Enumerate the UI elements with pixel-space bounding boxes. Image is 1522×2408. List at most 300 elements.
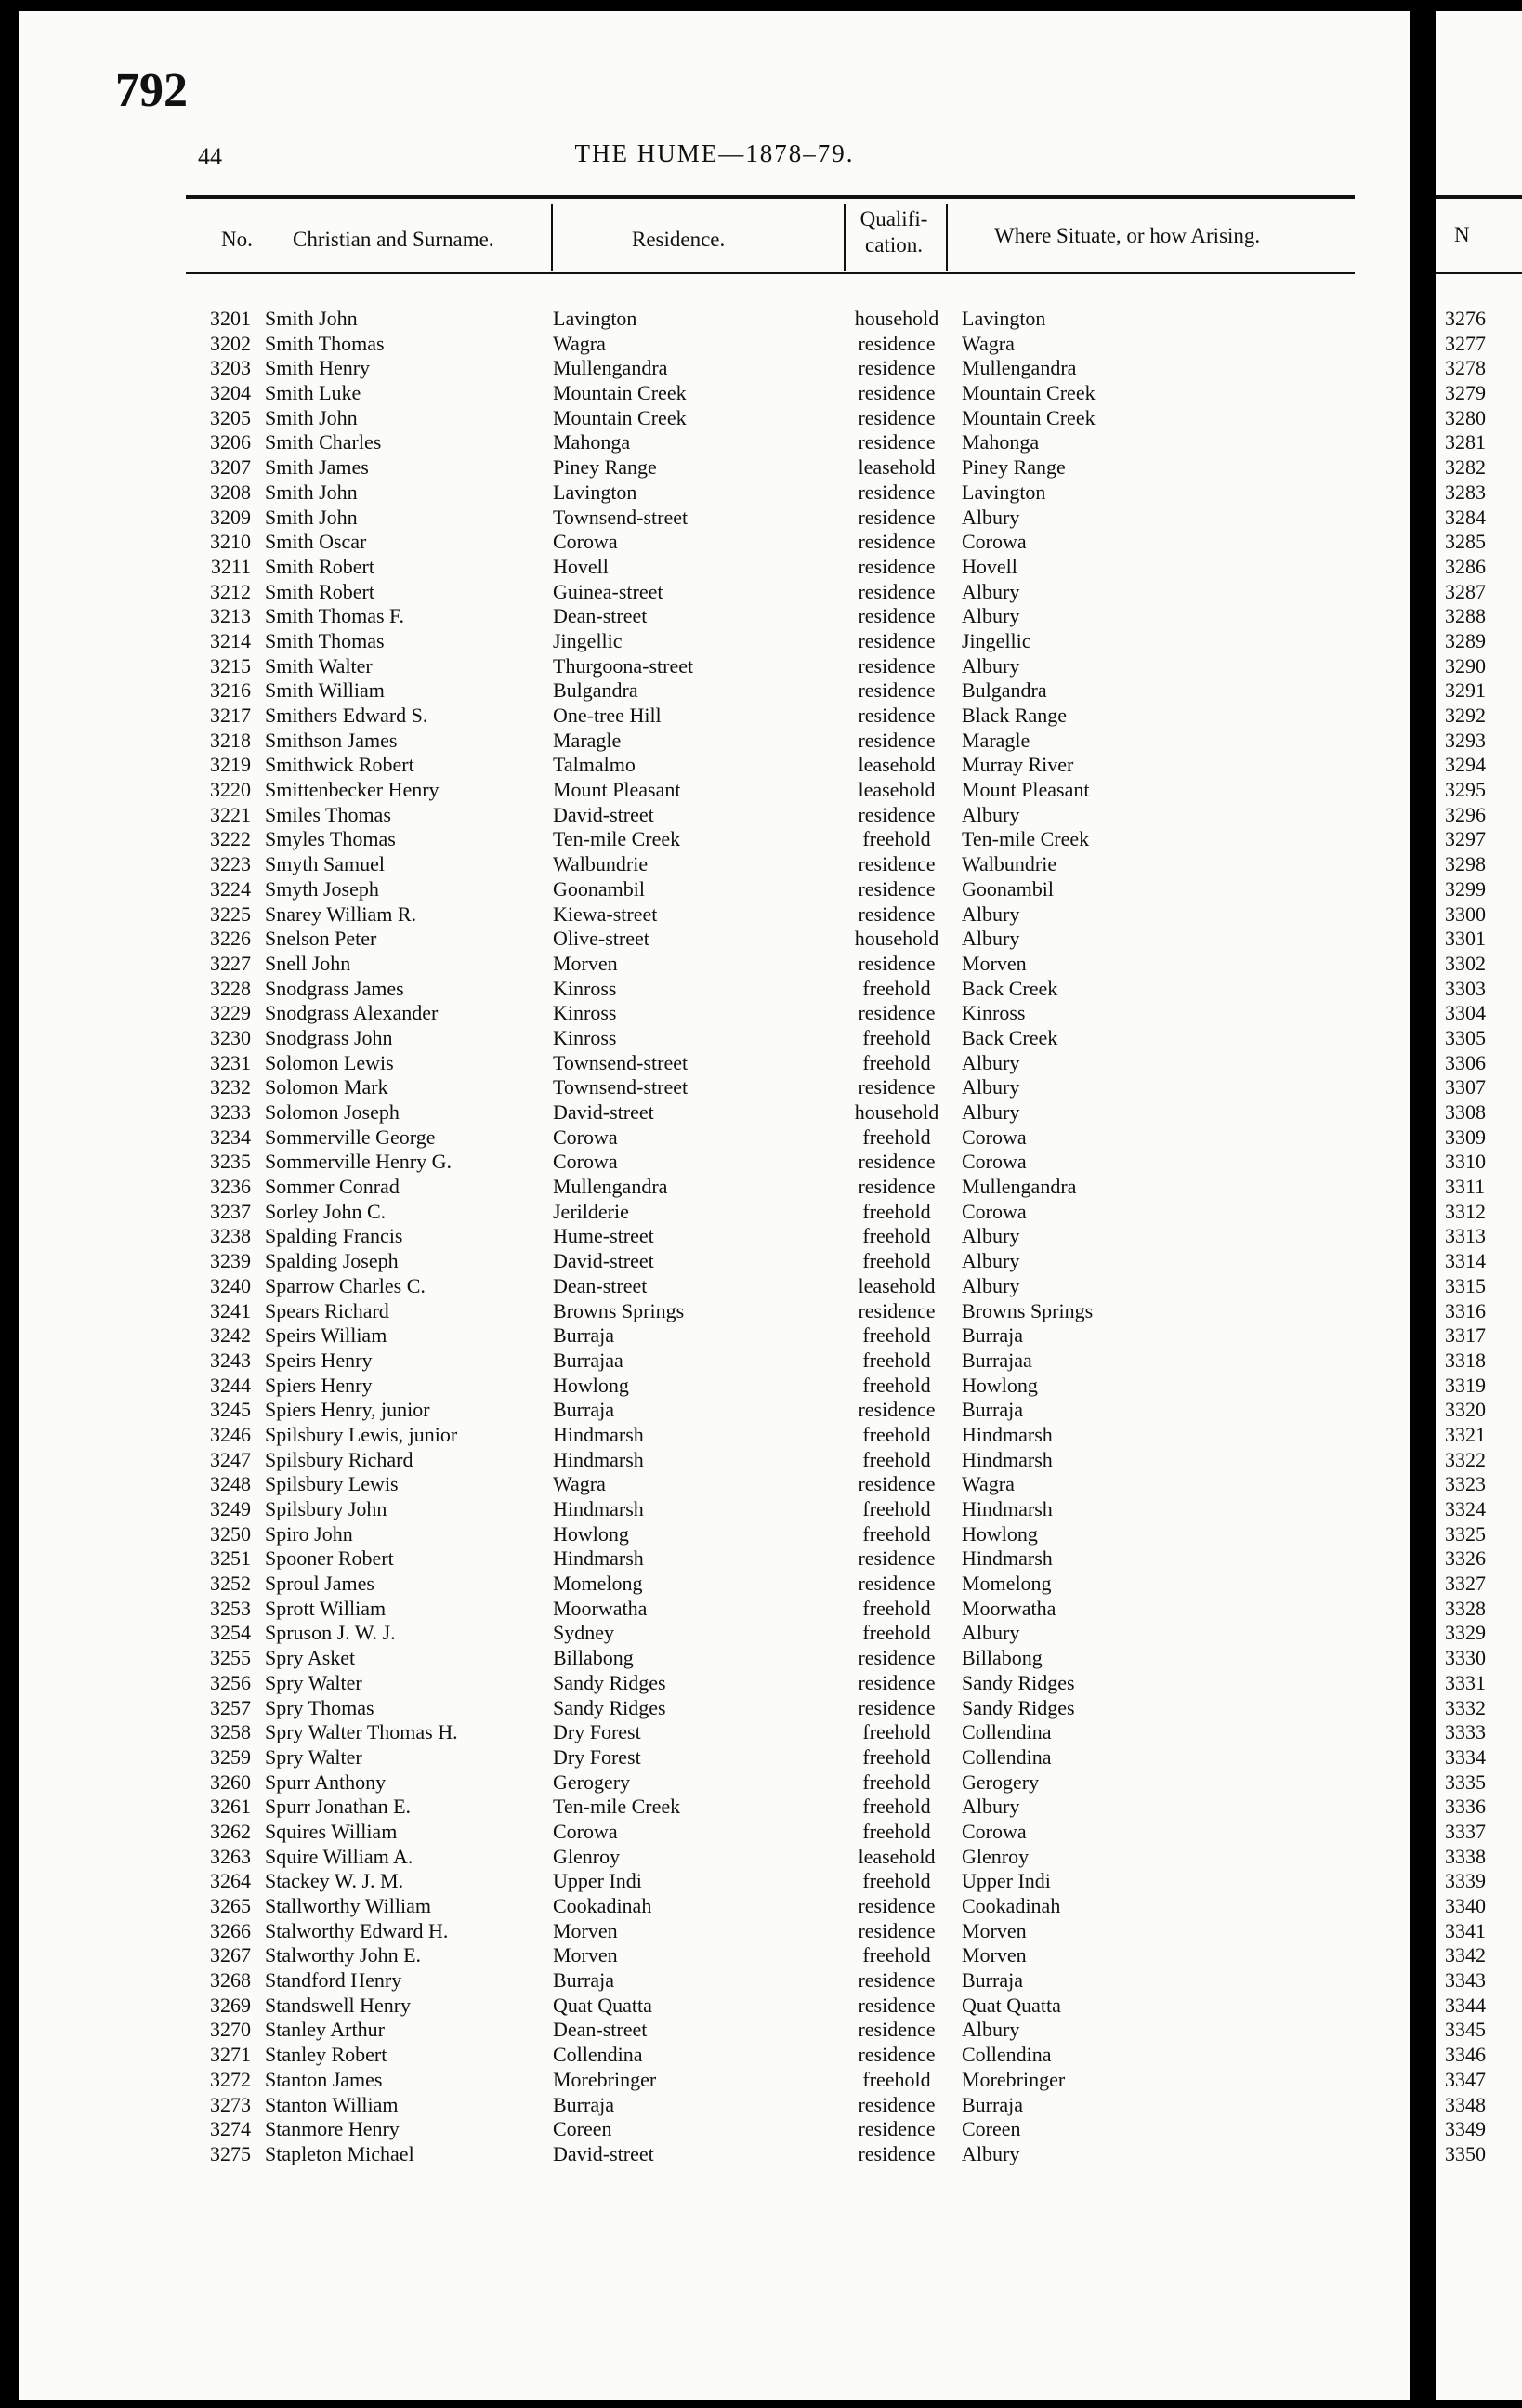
entry-number: 3218	[210, 728, 251, 752]
where-situate: Albury	[962, 802, 1020, 826]
voter-name: Spilsbury Richard	[265, 1447, 413, 1471]
where-situate: Morven	[962, 1943, 1027, 1967]
table-row	[19, 381, 1410, 406]
where-situate: Coreen	[962, 2117, 1021, 2141]
entry-number: 3268	[210, 1968, 251, 1993]
residence: Townsend-street	[553, 1050, 689, 1074]
residence: Kinross	[553, 1025, 617, 1049]
entry-number: 3204	[210, 381, 251, 405]
qualification: freehold	[862, 1720, 931, 1744]
adjacent-entry-number: 3312	[1445, 1199, 1486, 1223]
voter-name: Spurr Anthony	[265, 1770, 387, 1794]
voter-name: Stanley Robert	[265, 2043, 387, 2067]
qualification: residence	[858, 356, 936, 380]
qualification: residence	[858, 704, 936, 727]
entry-number: 3260	[210, 1770, 251, 1794]
voter-name: Stanley Arthur	[265, 2018, 385, 2042]
residence: Morven	[553, 1918, 618, 1942]
voter-name: Smith Walter	[265, 653, 373, 678]
residence: David-street	[553, 1249, 654, 1273]
voter-name: Spalding Francis	[265, 1224, 403, 1248]
residence: Maragle	[553, 728, 622, 752]
entry-number: 3212	[210, 579, 251, 603]
voter-name: Squires William	[265, 1819, 398, 1843]
voter-name: Sommer Conrad	[265, 1175, 400, 1199]
voter-name: Sommerville Henry G.	[265, 1150, 453, 1174]
residence: Thurgoona-street	[553, 653, 694, 678]
adjacent-entry-number: 3294	[1445, 753, 1486, 777]
entry-number: 3217	[210, 704, 251, 727]
voter-name: Smith Robert	[265, 554, 374, 578]
where-situate: Wagra	[962, 1472, 1015, 1496]
where-situate: Albury	[962, 901, 1020, 926]
residence: Wagra	[553, 331, 606, 355]
entry-number: 3259	[210, 1744, 251, 1769]
adjacent-entry-number: 3283	[1445, 480, 1486, 504]
page-number: 44	[198, 143, 222, 170]
where-situate: Albury	[962, 1273, 1020, 1297]
voter-name: Sparrow Charles C.	[265, 1273, 426, 1297]
adjacent-entry-number: 3286	[1445, 554, 1486, 578]
qualification: freehold	[862, 1249, 931, 1273]
table-row	[19, 1820, 1410, 1845]
where-situate: Hindmarsh	[962, 1447, 1053, 1471]
residence: Corowa	[553, 530, 618, 554]
qualification: leasehold	[858, 753, 936, 777]
qualification: residence	[858, 554, 936, 578]
adjacent-entry-number: 3310	[1445, 1150, 1486, 1174]
where-situate: Collendina	[962, 1744, 1052, 1769]
qualification: residence	[858, 1918, 936, 1942]
where-situate: Albury	[962, 1050, 1020, 1074]
entry-number: 3256	[210, 1670, 251, 1694]
voter-name: Stalworthy Edward H.	[265, 1918, 449, 1942]
adjacent-entry-number: 3320	[1445, 1398, 1486, 1422]
entry-number: 3273	[210, 2092, 251, 2116]
entry-number: 3220	[210, 778, 251, 802]
adjacent-entry-number: 3309	[1445, 1125, 1486, 1149]
table-row	[19, 729, 1410, 754]
entry-number: 3208	[210, 480, 251, 504]
entry-number: 3257	[210, 1695, 251, 1719]
adjacent-entry-number: 3305	[1445, 1025, 1486, 1049]
residence: Kinross	[553, 976, 617, 1000]
col-header-name: Christian and Surname.	[293, 228, 494, 251]
adjacent-entry-number: 3321	[1445, 1422, 1486, 1446]
table-row	[19, 654, 1410, 679]
voter-name: Smith James	[265, 455, 369, 480]
adjacent-entry-number: 3295	[1445, 778, 1486, 802]
qualification: freehold	[862, 1497, 931, 1520]
table-row	[19, 852, 1410, 877]
where-situate: Goonambil	[962, 876, 1054, 901]
voter-name: Snelson Peter	[265, 927, 377, 951]
residence: Glenroy	[553, 1844, 621, 1868]
residence: Moorwatha	[553, 1596, 648, 1620]
adjacent-entry-number: 3291	[1445, 678, 1486, 703]
adjacent-entry-number: 3298	[1445, 852, 1486, 876]
where-situate: Mahonga	[962, 430, 1040, 454]
where-situate: Albury	[962, 579, 1020, 603]
entry-number: 3262	[210, 1819, 251, 1843]
qualification: freehold	[862, 1596, 931, 1620]
qualification: residence	[858, 2043, 936, 2067]
residence: Dean-street	[553, 604, 648, 628]
where-situate: Billabong	[962, 1646, 1043, 1670]
residence: Burraja	[553, 1398, 614, 1422]
qualification: freehold	[862, 1323, 931, 1348]
residence: Wagra	[553, 1472, 606, 1496]
adjacent-entry-number: 3331	[1445, 1670, 1486, 1694]
voter-name: Spry Walter	[265, 1670, 362, 1694]
table-row	[19, 1546, 1410, 1572]
residence: Collendina	[553, 2043, 643, 2067]
adjacent-entry-number: 3290	[1445, 653, 1486, 678]
qualification: residence	[858, 331, 936, 355]
residence: Corowa	[553, 1125, 618, 1149]
voter-name: Smith Robert	[265, 579, 374, 603]
table-row	[19, 1994, 1410, 2019]
residence: Jingellic	[553, 628, 623, 652]
qualification: residence	[858, 2141, 936, 2165]
where-situate: Mountain Creek	[962, 405, 1096, 429]
col-header-qualification-line2: cation.	[865, 233, 923, 257]
residence: Townsend-street	[553, 1075, 689, 1099]
where-situate: Piney Range	[962, 455, 1066, 480]
adjacent-entry-number: 3277	[1445, 331, 1486, 355]
residence: Dean-street	[553, 1273, 648, 1297]
residence: Piney Range	[553, 455, 657, 480]
adjacent-page-edge	[1436, 11, 1522, 2400]
adjacent-entry-number: 3308	[1445, 1100, 1486, 1124]
qualification: residence	[858, 1993, 936, 2017]
table-row	[19, 1200, 1410, 1225]
adjacent-entry-number: 3304	[1445, 1001, 1486, 1025]
voter-name: Stapleton Michael	[265, 2141, 414, 2165]
residence: Jerilderie	[553, 1199, 629, 1223]
adjacent-entry-number: 3344	[1445, 1993, 1486, 2017]
adjacent-entry-number: 3279	[1445, 381, 1486, 405]
table-row	[19, 1075, 1410, 1100]
entry-number: 3246	[210, 1422, 251, 1446]
residence: One-tree Hill	[553, 704, 662, 727]
table-row	[19, 1398, 1410, 1423]
entry-number: 3274	[210, 2117, 251, 2141]
voter-name: Snarey William R.	[265, 901, 417, 926]
residence: Howlong	[553, 1521, 629, 1546]
voter-name: Sommerville George	[265, 1125, 436, 1149]
voter-name: Solomon Lewis	[265, 1050, 394, 1074]
voter-name: Smiles Thomas	[265, 802, 391, 826]
col-divider	[551, 204, 553, 271]
where-situate: Maragle	[962, 728, 1030, 752]
qualification: residence	[858, 505, 936, 529]
table-row	[19, 1472, 1410, 1497]
where-situate: Collendina	[962, 2043, 1052, 2067]
folio-number: 792	[115, 64, 188, 117]
residence: Hindmarsh	[553, 1546, 644, 1571]
voter-name: Speirs Henry	[265, 1348, 373, 1372]
table-row	[19, 1845, 1410, 1870]
qualification: residence	[858, 381, 936, 405]
voter-name: Spears Richard	[265, 1298, 389, 1322]
table-row	[19, 1224, 1410, 1249]
voter-name: Snodgrass Alexander	[265, 1001, 439, 1025]
qualification: freehold	[862, 1447, 931, 1471]
where-situate: Albury	[962, 2018, 1020, 2042]
where-situate: Albury	[962, 1075, 1020, 1099]
entry-number: 3228	[210, 976, 251, 1000]
adjacent-entry-number: 3330	[1445, 1646, 1486, 1670]
where-situate: Quat Quatta	[962, 1993, 1061, 2017]
where-situate: Mount Pleasant	[962, 778, 1090, 802]
qualification: residence	[858, 2018, 936, 2042]
qualification: residence	[858, 951, 936, 975]
voter-name: Speirs William	[265, 1323, 387, 1348]
adjacent-entry-number: 3322	[1445, 1447, 1486, 1471]
entry-number: 3215	[210, 653, 251, 678]
table-row	[19, 530, 1410, 555]
qualification: residence	[858, 628, 936, 652]
voter-name: Standford Henry	[265, 1968, 402, 1993]
entry-number: 3223	[210, 852, 251, 876]
qualification: freehold	[862, 1025, 931, 1049]
where-situate: Browns Springs	[962, 1298, 1094, 1322]
entry-number: 3265	[210, 1894, 251, 1917]
adjacent-col-header: N	[1454, 223, 1470, 246]
voter-name: Stanton William	[265, 2092, 399, 2116]
residence: Mullengandra	[553, 1175, 668, 1199]
voter-name: Smittenbecker Henry	[265, 778, 440, 802]
voter-name: Sproul James	[265, 1572, 374, 1596]
entry-number: 3211	[210, 554, 251, 578]
residence: Ten-mile Creek	[553, 1795, 681, 1819]
voter-name: Smith Henry	[265, 356, 371, 380]
qualification: leasehold	[858, 455, 936, 480]
residence: Hindmarsh	[553, 1447, 644, 1471]
table-row	[19, 2043, 1410, 2068]
voter-name: Squire William A.	[265, 1844, 413, 1868]
residence: Mahonga	[553, 430, 631, 454]
entry-number: 3234	[210, 1125, 251, 1149]
entry-number: 3261	[210, 1795, 251, 1819]
residence: Burraja	[553, 2092, 614, 2116]
voter-name: Stallworthy William	[265, 1894, 431, 1917]
adjacent-entry-number: 3314	[1445, 1249, 1486, 1273]
entry-number: 3263	[210, 1844, 251, 1868]
entry-number: 3209	[210, 505, 251, 529]
where-situate: Albury	[962, 505, 1020, 529]
where-situate: Walbundrie	[962, 852, 1057, 876]
where-situate: Morebringer	[962, 2067, 1066, 2091]
where-situate: Burraja	[962, 2092, 1023, 2116]
table-row	[19, 1051, 1410, 1076]
qualification: residence	[858, 1472, 936, 1496]
voter-name: Snodgrass John	[265, 1025, 393, 1049]
col-header-qualification-line1: Qualifi-	[859, 207, 928, 230]
where-situate: Burrajaa	[962, 1348, 1032, 1372]
where-situate: Back Creek	[962, 976, 1058, 1000]
table-row	[19, 927, 1410, 952]
voter-name: Smith Thomas F.	[265, 604, 405, 628]
table-row	[19, 704, 1410, 729]
entry-number: 3201	[210, 307, 251, 330]
where-situate: Cookadinah	[962, 1894, 1061, 1917]
table-row	[19, 1795, 1410, 1820]
qualification: residence	[858, 530, 936, 554]
where-situate: Mountain Creek	[962, 381, 1096, 405]
entry-number: 3231	[210, 1050, 251, 1074]
residence: Lavington	[553, 307, 637, 330]
entry-number: 3229	[210, 1001, 251, 1025]
qualification: residence	[858, 1075, 936, 1099]
entry-number: 3227	[210, 951, 251, 975]
qualification: residence	[858, 2092, 936, 2116]
voter-name: Smyth Samuel	[265, 852, 385, 876]
voter-name: Stanton James	[265, 2067, 383, 2091]
where-situate: Jingellic	[962, 628, 1031, 652]
residence: Guinea-street	[553, 579, 663, 603]
adjacent-entry-number: 3333	[1445, 1720, 1486, 1744]
residence: Dry Forest	[553, 1720, 641, 1744]
residence: David-street	[553, 1100, 654, 1124]
where-situate: Hovell	[962, 554, 1017, 578]
qualification: residence	[858, 653, 936, 678]
entry-number: 3222	[210, 827, 251, 851]
adjacent-entry-number: 3296	[1445, 802, 1486, 826]
table-row	[19, 1720, 1410, 1745]
table-row	[19, 1671, 1410, 1696]
entry-number: 3253	[210, 1596, 251, 1620]
table-row	[19, 1968, 1410, 1994]
where-situate: Mullengandra	[962, 1175, 1077, 1199]
table-row	[19, 1299, 1410, 1324]
residence: Billabong	[553, 1646, 634, 1670]
table-row	[19, 952, 1410, 977]
table-row	[19, 604, 1410, 629]
where-situate: Murray River	[962, 753, 1074, 777]
where-situate: Albury	[962, 1621, 1020, 1645]
adjacent-entry-number: 3323	[1445, 1472, 1486, 1496]
entry-number: 3255	[210, 1646, 251, 1670]
adjacent-entry-number: 3287	[1445, 579, 1486, 603]
table-row	[19, 1100, 1410, 1125]
where-situate: Gerogery	[962, 1770, 1040, 1794]
adjacent-entry-number: 3285	[1445, 530, 1486, 554]
qualification: freehold	[862, 2067, 931, 2091]
voter-name: Stackey W. J. M.	[265, 1869, 404, 1893]
residence: Burrajaa	[553, 1348, 623, 1372]
where-situate: Back Creek	[962, 1025, 1058, 1049]
adjacent-entry-number: 3293	[1445, 728, 1486, 752]
entry-number: 3232	[210, 1075, 251, 1099]
adjacent-entry-number: 3311	[1445, 1175, 1486, 1199]
where-situate: Sandy Ridges	[962, 1670, 1075, 1694]
entry-number: 3214	[210, 628, 251, 652]
adjacent-entry-number: 3299	[1445, 876, 1486, 901]
adjacent-entry-number: 3307	[1445, 1075, 1486, 1099]
residence: Townsend-street	[553, 505, 689, 529]
qualification: freehold	[862, 1348, 931, 1372]
where-situate: Lavington	[962, 480, 1046, 504]
table-row	[19, 1869, 1410, 1894]
qualification: freehold	[862, 1869, 931, 1893]
entry-number: 3275	[210, 2141, 251, 2165]
adjacent-header-rule-top	[1436, 195, 1522, 199]
entry-number: 3206	[210, 430, 251, 454]
qualification: freehold	[862, 1050, 931, 1074]
adjacent-entry-number: 3306	[1445, 1050, 1486, 1074]
where-situate: Burraja	[962, 1968, 1023, 1993]
entry-number: 3224	[210, 876, 251, 901]
entry-number: 3244	[210, 1373, 251, 1397]
table-row	[19, 2093, 1410, 2118]
voter-name: Smith John	[265, 480, 358, 504]
qualification: residence	[858, 876, 936, 901]
voter-name: Spiers Henry, junior	[265, 1398, 430, 1422]
voter-name: Smith John	[265, 307, 358, 330]
qualification: leasehold	[858, 1844, 936, 1868]
where-situate: Lavington	[962, 307, 1046, 330]
entry-number: 3237	[210, 1199, 251, 1223]
where-situate: Albury	[962, 927, 1020, 951]
voter-name: Spiers Henry	[265, 1373, 373, 1397]
adjacent-entry-number: 3348	[1445, 2092, 1486, 2116]
entry-number: 3252	[210, 1572, 251, 1596]
entry-number: 3242	[210, 1323, 251, 1348]
adjacent-entry-number: 3339	[1445, 1869, 1486, 1893]
where-situate: Black Range	[962, 704, 1068, 727]
qualification: residence	[858, 430, 936, 454]
residence: Sandy Ridges	[553, 1695, 666, 1719]
voter-name: Smith John	[265, 505, 358, 529]
table-row	[19, 1001, 1410, 1026]
where-situate: Sandy Ridges	[962, 1695, 1075, 1719]
residence: Momelong	[553, 1572, 643, 1596]
residence: Corowa	[553, 1150, 618, 1174]
qualification: residence	[858, 1175, 936, 1199]
table-row	[19, 1572, 1410, 1597]
qualification: residence	[858, 1646, 936, 1670]
adjacent-entry-number: 3335	[1445, 1770, 1486, 1794]
adjacent-entry-number: 3284	[1445, 505, 1486, 529]
residence: Mountain Creek	[553, 381, 687, 405]
qualification: freehold	[862, 1422, 931, 1446]
table-row	[19, 455, 1410, 480]
col-header-no: No.	[221, 228, 253, 251]
voter-name: Stalworthy John E.	[265, 1943, 422, 1967]
voter-name: Standswell Henry	[265, 1993, 412, 2017]
entry-number: 3202	[210, 331, 251, 355]
qualification: leasehold	[858, 1273, 936, 1297]
adjacent-entry-number: 3345	[1445, 2018, 1486, 2042]
where-situate: Hindmarsh	[962, 1497, 1053, 1520]
residence: Kiewa-street	[553, 901, 658, 926]
entry-number: 3271	[210, 2043, 251, 2067]
qualification: household	[854, 927, 939, 951]
qualification: freehold	[862, 1795, 931, 1819]
table-row	[19, 1597, 1410, 1622]
table-row	[19, 1026, 1410, 1051]
where-situate: Morven	[962, 951, 1027, 975]
voter-name: Snodgrass James	[265, 976, 404, 1000]
qualification: household	[854, 307, 939, 330]
residence: Hovell	[553, 554, 609, 578]
header-rule-bottom	[186, 272, 1355, 274]
voter-name: Smith John	[265, 405, 358, 429]
residence: Quat Quatta	[553, 1993, 652, 2017]
where-situate: Moorwatha	[962, 1596, 1056, 1620]
